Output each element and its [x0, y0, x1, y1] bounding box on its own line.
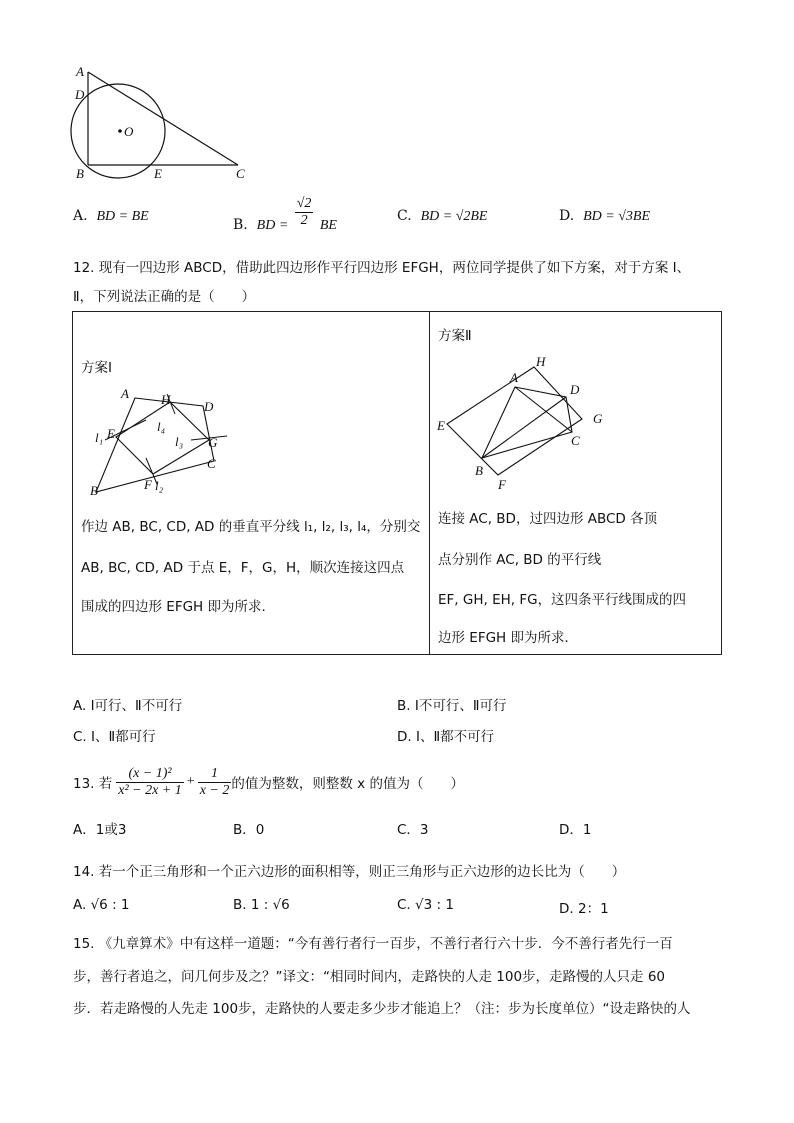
q15-line-1: 15. 《九章算术》中有这样一道题：“今有善行者行一百步，不善行者行六十步．今不善行者先行一百 — [73, 936, 673, 952]
q15-line-3: 步．若走路慢的人先走 100步，走路快的人要走多少步才能追上？（注：步为长度单位）“设走路快的人 — [73, 1001, 691, 1017]
scheme-1-title: 方案Ⅰ — [81, 360, 112, 376]
q11-option-b[interactable]: B. BD = $\frac{√2}{2}$ BE — [233, 196, 337, 233]
q14-option-d[interactable]: D. 2：1 — [559, 901, 609, 917]
q13-option-c[interactable]: C．3 — [397, 822, 429, 838]
scheme-2-cell — [430, 312, 722, 655]
scheme-2-figure — [434, 352, 614, 492]
q12-stem-line2: Ⅱ，下列说法正确的是（ ） — [73, 289, 256, 305]
s2-label-F: F — [498, 477, 506, 492]
s1-label-G: G — [208, 435, 218, 450]
label-C: C — [236, 166, 245, 181]
scheme-2-title: 方案Ⅱ — [438, 328, 472, 344]
scheme-2-text-1: 连接 AC, BD，过四边形 ABCD 各顶 — [438, 511, 658, 527]
s1-label-l3: l₃ — [175, 434, 184, 449]
s1-label-A: A — [121, 386, 129, 401]
q13-stem: 13. 若 $\frac{\text{(x − 1)²}}{\text{x² − 2x + 1}}$ + $\frac{1}{x - 2}$ 的值为整数，则整数 x 的值为（ ） — [73, 765, 464, 798]
s1-label-H: H — [161, 392, 171, 407]
q11-option-d[interactable]: D. BD = √3BE — [559, 208, 650, 224]
s1-label-l1: l₁ — [95, 430, 104, 445]
scheme-2-text-2: 点分别作 AC, BD 的平行线 — [438, 552, 602, 568]
s1-label-l4: l₄ — [157, 419, 166, 434]
q12-stem-line1: 12. 现有一四边形 ABCD，借助此四边形作平行四边形 EFGH，两位同学提供了如下方案，对于方案 Ⅰ、 — [73, 260, 691, 276]
s2-label-E: E — [437, 418, 445, 433]
q12-option-d[interactable]: D. Ⅰ、Ⅱ都不可行 — [397, 729, 495, 745]
scheme-1-text-1: 作边 AB, BC, CD, AD 的垂直平分线 l₁, l₂, l₃, l₄，分别交 — [81, 519, 421, 535]
s2-label-D: D — [570, 382, 580, 397]
q14-option-a[interactable]: A. √6 : 1 — [73, 897, 130, 913]
label-O: O — [124, 124, 134, 139]
q11-option-c[interactable]: C. BD = √2BE — [397, 208, 488, 224]
scheme-1-figure — [91, 384, 241, 499]
q13-fraction-2: $\frac{1}{x - 2}$ — [199, 765, 230, 798]
q13-option-a[interactable]: A．1或3 — [73, 822, 127, 838]
s1-label-E: E — [107, 426, 115, 441]
q11-option-a[interactable]: A. BD = BE — [73, 208, 149, 224]
scheme-2-text-3: EF, GH, EH, FG，这四条平行线围成的四 — [438, 592, 687, 608]
label-E: E — [154, 166, 162, 181]
scheme-1-text-3: 围成的四边形 EFGH 即为所求． — [81, 599, 275, 615]
q13-option-b[interactable]: B．0 — [233, 822, 265, 838]
q12-schemes-table — [72, 311, 722, 655]
q14-option-b[interactable]: B. 1 : √6 — [233, 897, 290, 913]
scheme-1-cell — [73, 312, 430, 655]
s1-label-B: B — [90, 483, 98, 498]
q15-line-2: 步，善行者追之，问几何步及之？”译文：“相同时间内，走路快的人走 100步，走路慢的人只走 60 — [73, 969, 666, 985]
q14-option-c[interactable]: C. √3 : 1 — [397, 897, 454, 913]
s2-label-G: G — [593, 411, 603, 426]
s2-label-A: A — [510, 370, 518, 385]
s1-label-F: F — [144, 477, 152, 492]
label-D: D — [75, 87, 85, 102]
q14-stem: 14. 若一个正三角形和一个正六边形的面积相等，则正三角形与正六边形的边长比为（ ） — [73, 864, 626, 880]
s2-label-H: H — [536, 354, 546, 369]
q12-option-a[interactable]: A. Ⅰ可行、Ⅱ不可行 — [73, 698, 183, 714]
label-B: B — [76, 166, 84, 181]
scheme-2-text-4: 边形 EFGH 即为所求． — [438, 630, 578, 646]
s2-label-B: B — [475, 463, 483, 478]
q13-fraction-1: $\frac{\text{(x − 1)²}}{\text{x² − 2x + 1}}$ — [118, 765, 182, 798]
q13-option-d[interactable]: D．1 — [559, 822, 592, 838]
figure-q11 — [66, 62, 256, 182]
label-A: A — [76, 64, 84, 79]
s1-label-D: D — [204, 399, 214, 414]
q12-option-c[interactable]: C. Ⅰ、Ⅱ都可行 — [73, 729, 156, 745]
s2-label-C: C — [571, 433, 580, 448]
q12-option-b[interactable]: B. Ⅰ不可行、Ⅱ可行 — [397, 698, 507, 714]
scheme-1-text-2: AB, BC, CD, AD 于点 E，F，G，H，顺次连接这四点 — [81, 560, 405, 576]
s1-label-C: C — [207, 456, 216, 471]
s1-label-l2: l₂ — [155, 478, 164, 493]
